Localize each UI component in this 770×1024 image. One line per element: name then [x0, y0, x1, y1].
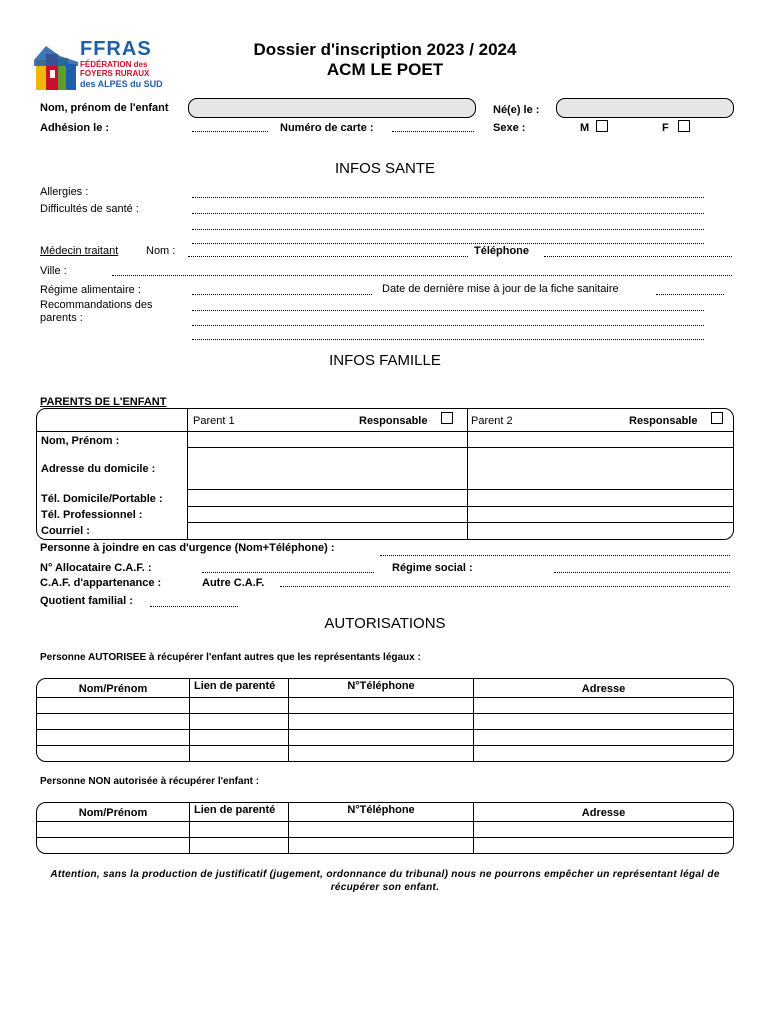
- logo-title: FFRAS: [80, 38, 152, 60]
- other-caf-field[interactable]: [280, 585, 730, 587]
- child-name-label: Nom, prénom de l'enfant: [40, 102, 169, 114]
- row-label-address: Adresse du domicile :: [41, 463, 156, 475]
- page-title: Dossier d'inscription 2023 / 2024: [253, 40, 517, 59]
- logo-line4: des ALPES du SUD: [80, 79, 163, 89]
- logo-line3: FOYERS RURAUX: [80, 69, 150, 78]
- parents-title: PARENTS DE L'ENFANT: [40, 396, 167, 408]
- health-difficulties-field-3[interactable]: [192, 242, 704, 244]
- parent2-responsable-label: Responsable: [629, 415, 698, 427]
- health-difficulties-field-2[interactable]: [192, 228, 704, 230]
- parent1-name-cell[interactable]: [188, 432, 467, 447]
- table-row[interactable]: [37, 745, 733, 761]
- doctor-label: Médecin traitant: [40, 245, 119, 257]
- doctor-name-label: Nom :: [146, 245, 176, 257]
- parents-table: [36, 408, 734, 540]
- birthdate-field[interactable]: [556, 98, 734, 118]
- sex-f-label: F: [662, 122, 669, 134]
- authorized-label: Personne AUTORISEE à récupérer l'enfant autres que les représentants légaux :: [40, 652, 421, 663]
- page-subtitle: ACM LE POET: [326, 60, 444, 79]
- table-row[interactable]: [37, 821, 733, 837]
- adhesion-label: Adhésion le :: [40, 122, 110, 134]
- recommendations-field-3[interactable]: [192, 338, 704, 340]
- card-number-label: Numéro de carte :: [280, 122, 374, 134]
- child-name-field[interactable]: [188, 98, 476, 118]
- family-section-title: INFOS FAMILLE: [329, 352, 441, 369]
- caf-number-label: N° Allocataire C.A.F. :: [40, 562, 152, 574]
- col-phone: N°Téléphone: [289, 803, 474, 821]
- table-row[interactable]: [37, 837, 733, 853]
- parent2-header: Parent 2: [471, 415, 513, 427]
- health-difficulties-label: Difficultés de santé :: [40, 203, 139, 215]
- row-label-name: Nom, Prénom :: [41, 435, 120, 447]
- social-regime-label: Régime social :: [392, 562, 473, 574]
- health-section-title: INFOS SANTE: [334, 160, 435, 177]
- sex-label: Sexe :: [493, 122, 526, 134]
- row-label-phone: Tél. Domicile/Portable :: [41, 493, 163, 505]
- col-relation: Lien de parenté: [190, 679, 289, 697]
- emergency-field[interactable]: [380, 554, 730, 556]
- doctor-phone-label: Téléphone: [474, 245, 530, 257]
- sex-m-checkbox[interactable]: [596, 120, 608, 132]
- table-row[interactable]: [37, 729, 733, 745]
- doctor-name-field[interactable]: [188, 255, 468, 257]
- sex-m-label: M: [580, 122, 590, 134]
- diet-field[interactable]: [192, 293, 372, 295]
- parent1-address-cell[interactable]: [188, 448, 467, 489]
- parent2-responsable-checkbox[interactable]: [711, 412, 723, 424]
- emergency-label: Personne à joindre en cas d'urgence (Nom+Téléphone) :: [40, 542, 335, 554]
- parent1-responsable-checkbox[interactable]: [441, 412, 453, 424]
- parent2-address-cell[interactable]: [468, 448, 733, 489]
- doctor-phone-field[interactable]: [544, 255, 732, 257]
- social-regime-field[interactable]: [554, 571, 730, 573]
- quotient-field[interactable]: [150, 605, 238, 607]
- recommendations-field-1[interactable]: [192, 309, 704, 311]
- parent2-name-cell[interactable]: [468, 432, 733, 447]
- warning-text: Attention, sans la production de justificatif (jugement, ordonnance du tribunal) nous ne pourrons empêcher un représentant légal de récupérer son enfant.: [50, 869, 720, 893]
- not-authorized-table: [36, 802, 734, 854]
- city-field[interactable]: [112, 274, 732, 276]
- adhesion-field[interactable]: [192, 130, 268, 132]
- health-difficulties-field-1[interactable]: [192, 212, 704, 214]
- city-label: Ville :: [40, 265, 67, 277]
- card-number-field[interactable]: [392, 130, 474, 132]
- diet-label: Régime alimentaire :: [40, 284, 141, 296]
- col-name: Nom/Prénom: [37, 803, 190, 821]
- not-authorized-label: Personne NON autorisée à récupérer l'enfant :: [40, 776, 260, 787]
- recommendations-label: Recommandations des parents :: [40, 299, 153, 324]
- col-address: Adresse: [474, 803, 734, 821]
- col-name: Nom/Prénom: [37, 679, 190, 697]
- col-address: Adresse: [474, 679, 734, 697]
- quotient-label: Quotient familial :: [40, 595, 133, 607]
- table-row[interactable]: [37, 697, 733, 713]
- recommendations-field-2[interactable]: [192, 324, 704, 326]
- authorized-table: [36, 678, 734, 762]
- row-label-email: Courriel :: [41, 525, 90, 537]
- authorisations-section-title: AUTORISATIONS: [324, 615, 446, 632]
- row-label-pro-phone: Tél. Professionnel :: [41, 509, 143, 521]
- allergies-label: Allergies :: [40, 186, 89, 198]
- col-relation: Lien de parenté: [190, 803, 289, 821]
- health-sheet-date-label: Date de dernière mise à jour de la fiche sanitaire: [382, 283, 619, 295]
- sex-f-checkbox[interactable]: [678, 120, 690, 132]
- parent1-responsable-label: Responsable: [359, 415, 428, 427]
- col-phone: N°Téléphone: [289, 679, 474, 697]
- caf-number-field[interactable]: [202, 571, 374, 573]
- logo-line2: FÉDÉRATION des: [80, 60, 148, 69]
- birthdate-label: Né(e) le :: [493, 104, 540, 116]
- health-sheet-date-field[interactable]: [656, 293, 724, 295]
- table-row[interactable]: [37, 713, 733, 729]
- parent1-header: Parent 1: [193, 415, 235, 427]
- caf-label: C.A.F. d'appartenance :: [40, 577, 162, 589]
- allergies-field[interactable]: [192, 196, 704, 198]
- other-caf-label: Autre C.A.F.: [202, 577, 265, 589]
